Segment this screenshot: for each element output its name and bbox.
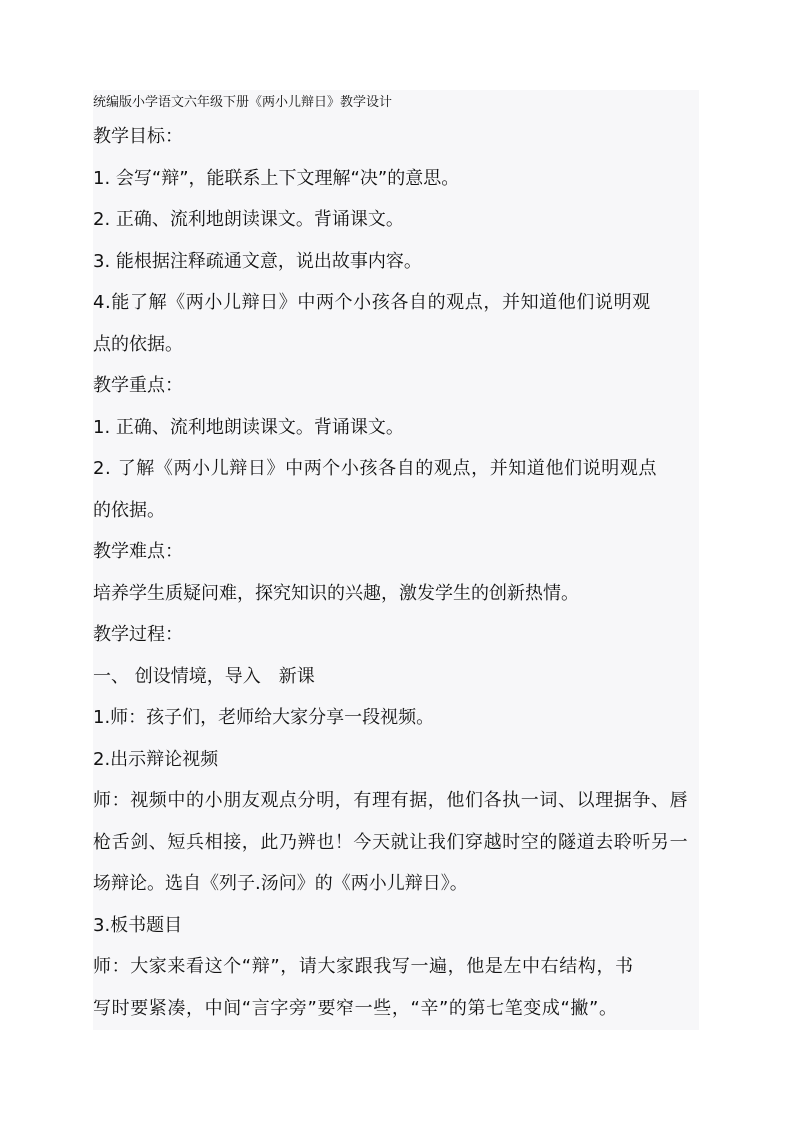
focus-item-2-continued: 的依据。 [93,500,165,521]
process-paragraph-teacher-2-line-1: 师：大家来看这个“辩”，请大家跟我写一遍，他是左中右结构，书 [93,956,634,977]
process-paragraph-teacher-1-line-1: 师：视频中的小朋友观点分明，有理有据，他们各执一词、以理据争、唇 [93,790,689,811]
focus-item-2: 2. 了解《两小儿辩日》中两个小孩各自的观点，并知道他们说明观点 [93,458,658,479]
process-paragraph-teacher-2-line-2: 写时要紧凑，中间“言字旁”要窄一些，“辛”的第七笔变成“撇”。 [93,998,618,1019]
focus-item-1: 1. 正确、流利地朗读课文。背诵课文。 [93,417,404,438]
process-step-2: 2.出示辩论视频 [93,749,219,770]
goal-item-1: 1. 会写“辩”，能联系上下文理解“决”的意思。 [93,168,460,189]
heading-teaching-difficulty: 教学难点： [93,541,183,562]
heading-teaching-focus: 教学重点： [93,375,183,396]
difficulty-text: 培养学生质疑问难，探究知识的兴趣，激发学生的创新热情。 [93,583,579,604]
heading-teaching-goals: 教学目标： [93,126,183,147]
process-step-1: 1.师：孩子们，老师给大家分享一段视频。 [93,707,435,728]
process-paragraph-teacher-1-line-3: 场辩论。选自《列子.汤问》的《两小儿辩日》。 [93,873,468,894]
process-step-3: 3.板书题目 [93,915,183,936]
document-title: 统编版小学语文六年级下册《两小儿辩日》教学设计 [93,95,393,110]
goal-item-4: 4.能了解《两小儿辩日》中两个小孩各自的观点，并知道他们说明观 [93,292,651,313]
process-section-1-heading: 一、 创设情境，导入 新课 [93,666,315,687]
heading-teaching-process: 教学过程： [93,624,183,645]
goal-item-2: 2. 正确、流利地朗读课文。背诵课文。 [93,209,404,230]
goal-item-3: 3. 能根据注释疏通文意，说出故事内容。 [93,251,422,272]
goal-item-4-continued: 点的依据。 [93,334,183,355]
process-paragraph-teacher-1-line-2: 枪舌剑、短兵相接，此乃辨也！今天就让我们穿越时空的隧道去聆听另一 [93,832,689,853]
